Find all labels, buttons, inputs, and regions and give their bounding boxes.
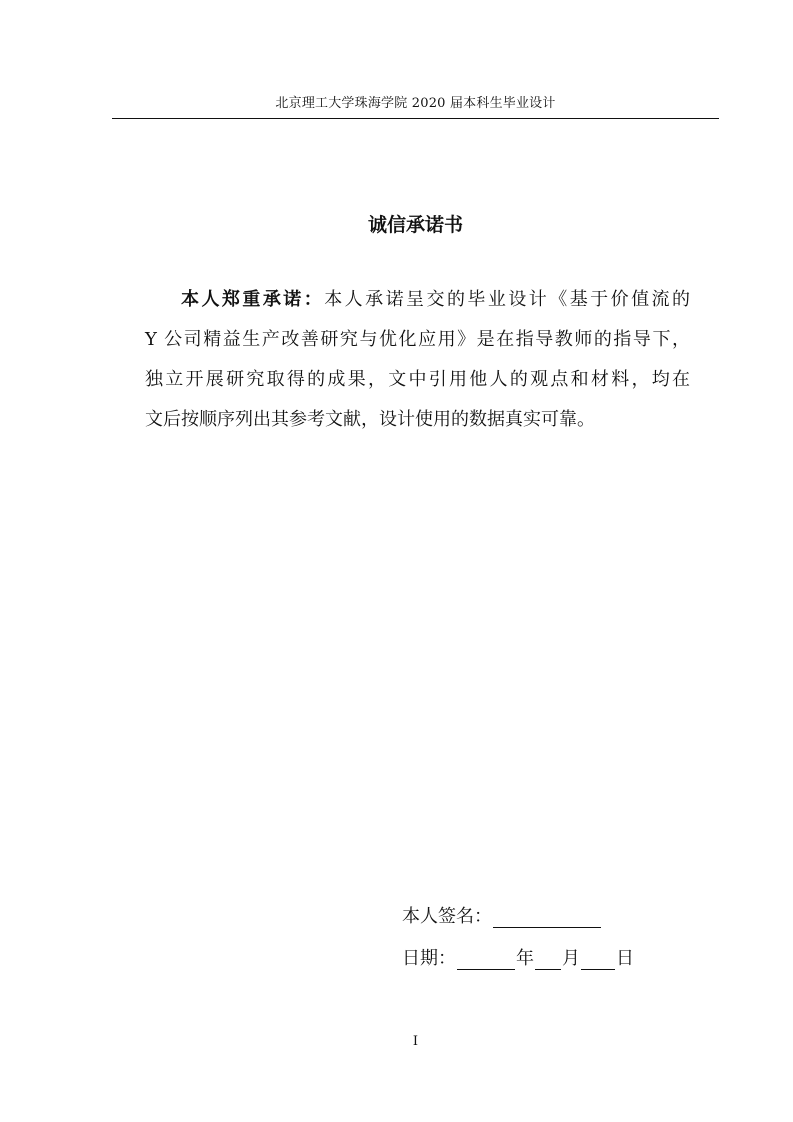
- pledge-line-4: 文后按顺序列出其参考文献，设计使用的数据真实可靠。: [145, 409, 595, 430]
- signature-row: [402, 902, 602, 928]
- signature-blank: [493, 909, 601, 928]
- pledge-line-3: 独立开展研究取得的成果，文中引用他人的观点和材料，均在: [145, 369, 690, 390]
- date-label: 日期：: [402, 948, 456, 969]
- pledge-line-2: Y 公司精益生产改善研究与优化应用》是在指导教师的指导下，: [145, 329, 690, 350]
- day-label: 日: [616, 948, 634, 969]
- pledge-line-1-text: 本人承诺呈交的毕业设计《基于价值流的: [324, 289, 691, 310]
- day-blank: [581, 951, 615, 970]
- date-row: [402, 944, 634, 970]
- pledge-lead: 本人郑重承诺：: [181, 289, 325, 310]
- pledge-body: [145, 280, 690, 440]
- signature-label: 本人签名：: [402, 906, 492, 927]
- month-label: 月: [562, 948, 580, 969]
- pledge-line-1: [145, 280, 690, 320]
- year-label: 年: [516, 948, 534, 969]
- month-blank: [535, 951, 561, 970]
- header-divider: [112, 118, 719, 119]
- document-title: 诚信承诺书: [367, 214, 463, 236]
- page-number: I: [412, 1034, 419, 1049]
- running-header: 北京理工大学珠海学院 2020 届本科生毕业设计: [275, 96, 556, 111]
- year-blank: [457, 951, 515, 970]
